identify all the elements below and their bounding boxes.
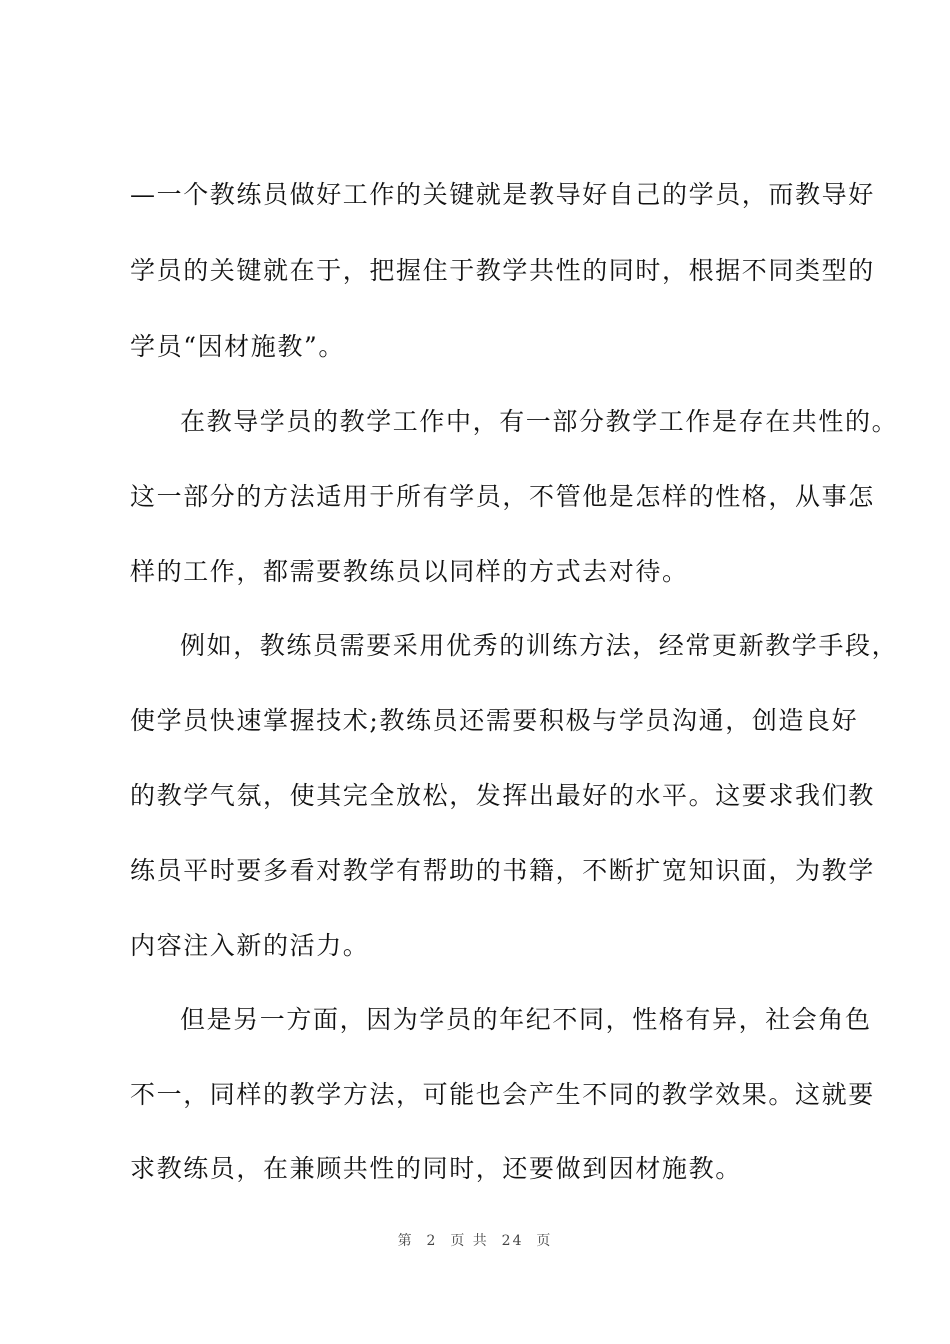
text-line: 使学员快速掌握技术;教练员还需要积极与学员沟通，创造良好 — [130, 706, 859, 735]
text-line: 内容注入新的活力。 — [130, 931, 370, 960]
text-line: 学员的关键就在于，把握住于教学共性的同时，根据不同类型的 — [130, 256, 875, 285]
paragraph-first-line: 在教导学员的教学工作中，有一部分教学工作是存在共性的。 — [180, 407, 899, 436]
text-line: 这一部分的方法适用于所有学员，不管他是怎样的性格，从事怎 — [130, 482, 875, 511]
text-line: 的教学气氛，使其完全放松，发挥出最好的水平。这要求我们教 — [130, 781, 875, 810]
text-line: 学员“因材施教”。 — [130, 332, 345, 361]
text-line: 练员平时要多看对教学有帮助的书籍，不断扩宽知识面，为教学 — [130, 856, 875, 885]
text-line: 样的工作，都需要教练员以同样的方式去对待。 — [130, 557, 689, 586]
page-number-footer: 第 2 页 共 24 页 — [397, 1233, 553, 1249]
text-line: 不一，同样的教学方法，可能也会产生不同的教学效果。这就要 — [130, 1080, 875, 1109]
text-line: 求教练员，在兼顾共性的同时，还要做到因材施教。 — [130, 1154, 742, 1183]
paragraph-first-line: 但是另一方面，因为学员的年纪不同，性格有异，社会角色 — [180, 1005, 872, 1034]
text-line: —一个教练员做好工作的关键就是教导好自己的学员，而教导好 — [130, 180, 875, 209]
paragraph-first-line: 例如，教练员需要采用优秀的训练方法，经常更新教学手段， — [180, 631, 899, 660]
